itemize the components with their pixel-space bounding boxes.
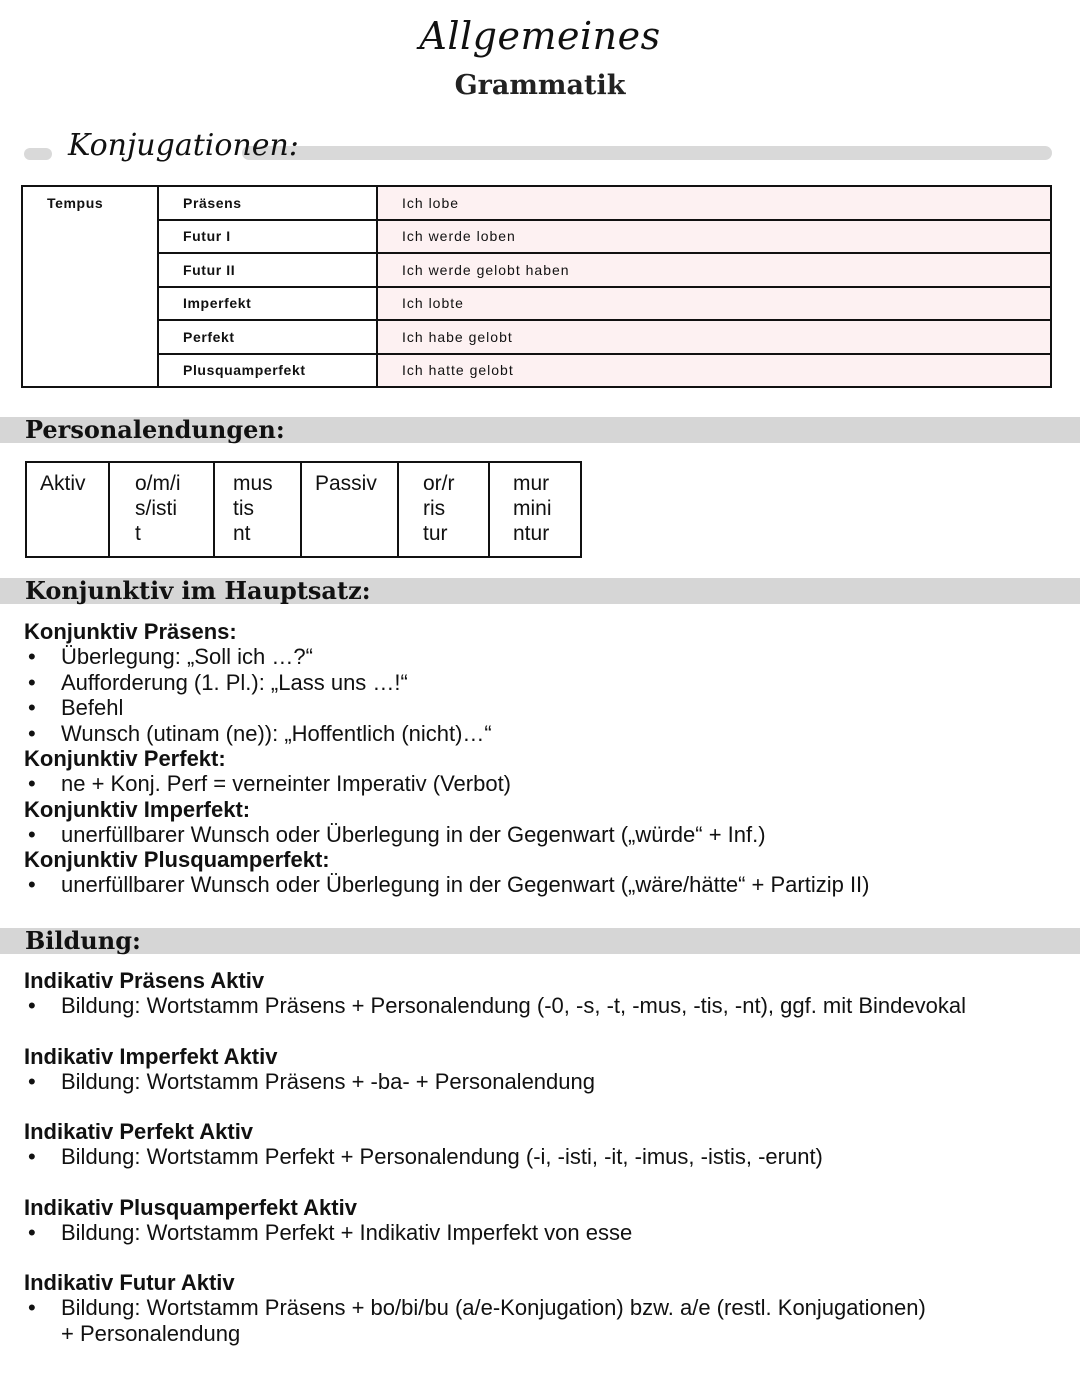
spacer [24,1094,1064,1119]
tense-example: Ich lobe [377,186,1051,220]
table-row [26,462,581,557]
list-item: • Bildung: Wortstamm Präsens + -ba- + Personalendung [24,1069,1064,1095]
tempus-label: Tempus [22,186,158,387]
list-item-continuation [24,1321,1064,1347]
table-row [22,287,1051,321]
cell-text: tis [233,497,254,520]
cell-text: nt [233,522,251,545]
list-item: • Bildung: Wortstamm Präsens + Personalendung (-0, -s, -t, -mus, -tis, -nt), ggf. mit Bindevokal [24,993,1064,1019]
spacer [24,1245,1064,1270]
list-item: • Befehl [24,695,1064,721]
table-row [22,186,1051,220]
table-cell-aktiv-endings-2 [214,462,301,557]
cell-text: ris [423,497,446,520]
group-title: Konjunktiv Imperfekt: [24,796,251,822]
cell-text: Passiv [315,472,377,495]
table-cell-passiv-endings-2 [489,462,581,557]
page-subtitle: Grammatik [454,70,626,101]
tense-name: Plusquamperfekt [158,354,377,388]
tense-example: Ich werde loben [377,220,1051,254]
group-title: Konjunktiv Plusquamperfekt: [24,847,330,872]
konjunktiv-block [24,619,1064,898]
cell-text: s/isti [135,497,177,520]
tense-name: Futur I [158,220,377,254]
cell-text: tur [423,522,448,545]
list-item: • ne + Konj. Perf = verneinter Imperativ (Verbot) [24,771,1064,797]
bildung-heading: Bildung: [25,926,141,955]
table-cell-passiv-endings-1 [398,462,489,557]
konjugationen-heading: Konjugationen: [68,128,299,163]
cell-text: t [135,522,141,545]
list-item: • Wunsch (utinam (ne)): „Hoffentlich (nicht)…“ [24,721,1064,747]
tense-example: Ich werde gelobt haben [377,253,1051,287]
tense-name: Präsens [158,186,377,220]
table-cell-passiv [301,462,398,557]
continuation-text: + Personalendung [61,1320,241,1346]
cell-text: o/m/i [135,472,181,495]
list-item: • Bildung: Wortstamm Präsens + bo/bi/bu (a/e-Konjugation) bzw. a/e (restl. Konjugationen) [24,1295,1064,1321]
table-row [22,253,1051,287]
group-title: Indikativ Plusquamperfekt Aktiv [24,1194,357,1220]
group-title: Konjunktiv Perfekt: [24,746,226,771]
list-item: • Aufforderung (1. Pl.): „Lass uns …!“ [24,670,1064,696]
bildung-block [24,968,1064,1346]
table-row [22,354,1051,388]
group-title: Konjunktiv Präsens: [24,619,237,644]
group-title: Indikativ Futur Aktiv [24,1270,235,1295]
cell-text: mur [513,472,550,495]
heading-bar-right [242,146,1052,160]
list-item: • Überlegung: „Soll ich …?“ [24,644,1064,670]
cell-text: ntur [513,522,550,545]
tempus-table [21,185,1052,388]
section-bar-bildung [0,928,1080,954]
cell-text: mus [233,472,273,495]
spacer [24,1019,1064,1044]
tense-name: Imperfekt [158,287,377,321]
list-item: • unerfüllbarer Wunsch oder Überlegung in der Gegenwart („wäre/hätte“ + Partizip II) [24,872,1064,898]
personalendungen-table [25,461,582,558]
list-item: • unerfüllbarer Wunsch oder Überlegung in der Gegenwart („würde“ + Inf.) [24,822,1064,848]
heading-bar-left [24,148,52,160]
spacer [24,1170,1064,1195]
list-item: • Bildung: Wortstamm Perfekt + Personalendung (-i, -isti, -it, -imus, -istis, -erunt) [24,1144,1064,1170]
page-title: Allgemeines [419,14,661,58]
cell-text: Aktiv [40,472,86,495]
table-cell-aktiv [26,462,109,557]
group-title: Indikativ Imperfekt Aktiv [24,1043,278,1069]
tense-name: Futur II [158,253,377,287]
group-title: Indikativ Perfekt Aktiv [24,1119,254,1144]
cell-text: mini [513,497,552,520]
table-cell-aktiv-endings-1 [109,462,214,557]
table-row [22,220,1051,254]
tense-example: Ich lobte [377,287,1051,321]
cell-text: or/r [423,472,455,495]
konjunktiv-heading: Konjunktiv im Hauptsatz: [25,576,371,605]
list-item: • Bildung: Wortstamm Perfekt + Indikativ Imperfekt von esse [24,1220,1064,1246]
tense-example: Ich hatte gelobt [377,354,1051,388]
table-row [22,320,1051,354]
tense-name: Perfekt [158,320,377,354]
tense-example: Ich habe gelobt [377,320,1051,354]
group-title: Indikativ Präsens Aktiv [24,968,265,993]
personalendungen-heading: Personalendungen: [25,415,285,444]
